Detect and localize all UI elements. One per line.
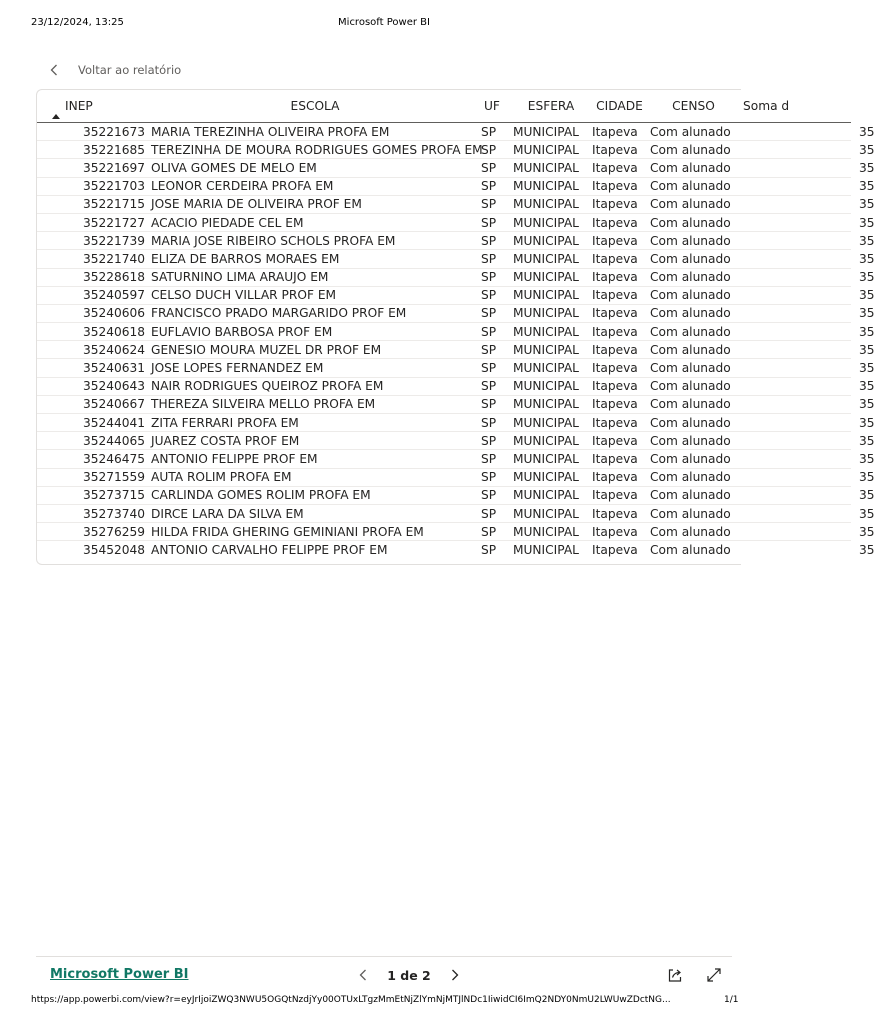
table-row[interactable] xyxy=(37,304,851,322)
cell-esfera: MUNICIPAL xyxy=(510,414,589,432)
chevron-left-icon xyxy=(359,969,367,981)
cell-uf: SP xyxy=(479,432,510,450)
table-row[interactable] xyxy=(37,523,851,541)
column-header-label: Soma d xyxy=(743,99,790,113)
cell-uf: SP xyxy=(479,213,510,231)
cell-cidade: Itapeva xyxy=(589,250,647,268)
column-header-label: UF xyxy=(484,99,500,113)
column-header-uf[interactable] xyxy=(479,90,510,123)
cell-uf: SP xyxy=(479,304,510,322)
share-button[interactable] xyxy=(666,966,684,984)
cell-escola: ZITA FERRARI PROFA EM xyxy=(146,414,479,432)
table-row[interactable] xyxy=(37,195,851,213)
table-row[interactable] xyxy=(37,486,851,504)
cell-escola: TEREZINHA DE MOURA RODRIGUES GOMES PROFA EM xyxy=(146,141,479,159)
cell-soma: 35 xyxy=(737,141,851,159)
cell-uf: SP xyxy=(479,523,510,541)
cell-cidade: Itapeva xyxy=(589,486,647,504)
table-row[interactable] xyxy=(37,123,851,141)
cell-soma: 35 xyxy=(737,486,851,504)
table-row[interactable] xyxy=(37,141,851,159)
cell-soma: 35 xyxy=(737,377,851,395)
page-indicator: 1 de 2 xyxy=(387,967,431,983)
table-scroll-area[interactable] xyxy=(37,90,875,564)
cell-escola: ANTONIO CARVALHO FELIPPE PROF EM xyxy=(151,542,388,557)
cell-inep: 35221727 xyxy=(37,213,146,231)
cell-uf: SP xyxy=(479,504,510,522)
cell-soma: 35 xyxy=(737,250,851,268)
powerbi-brand-link[interactable]: Microsoft Power BI xyxy=(50,967,189,982)
cell-cidade: Itapeva xyxy=(589,395,647,413)
cell-uf: SP xyxy=(479,377,510,395)
cell-esfera: MUNICIPAL xyxy=(510,432,589,450)
cell-censo: Com alunado xyxy=(647,450,737,468)
column-header-label: CENSO xyxy=(672,99,715,113)
cell-cidade: Itapeva xyxy=(592,542,638,557)
cell-escola: DIRCE LARA DA SILVA EM xyxy=(146,504,479,522)
back-to-report-label: Voltar ao relatório xyxy=(78,63,182,77)
cell-censo: Com alunado xyxy=(647,359,737,377)
cell-esfera: MUNICIPAL xyxy=(510,504,589,522)
cell-soma: 35 xyxy=(737,450,851,468)
cell-esfera: MUNICIPAL xyxy=(510,359,589,377)
cell-uf: SP xyxy=(479,141,510,159)
cell-escola: CARLINDA GOMES ROLIM PROFA EM xyxy=(146,486,479,504)
cell-cidade: Itapeva xyxy=(589,450,647,468)
table-row[interactable] xyxy=(37,268,851,286)
cell-censo: Com alunado xyxy=(647,141,737,159)
cell-escola: ELIZA DE BARROS MORAES EM xyxy=(146,250,479,268)
cell-cidade: Itapeva xyxy=(589,213,647,231)
column-header-label: INEP xyxy=(65,99,93,113)
cell-cidade: Itapeva xyxy=(589,268,647,286)
cell-escola: MARIA JOSE RIBEIRO SCHOLS PROFA EM xyxy=(146,232,479,250)
cell-inep: 35273715 xyxy=(37,486,146,504)
cell-uf: SP xyxy=(479,450,510,468)
cell-censo: Com alunado xyxy=(647,286,737,304)
cell-inep: 35273740 xyxy=(37,504,146,522)
table-row[interactable] xyxy=(37,341,851,359)
cell-soma: 35 xyxy=(737,123,851,141)
cell-inep: 35240597 xyxy=(37,286,146,304)
cell-escola: MARIA TEREZINHA OLIVEIRA PROFA EM xyxy=(146,123,479,141)
table-row[interactable] xyxy=(37,159,851,177)
cell-inep: 35452048 xyxy=(82,542,145,557)
cell-censo: Com alunado xyxy=(647,159,737,177)
cell-censo: Com alunado xyxy=(647,377,737,395)
cell-esfera: MUNICIPAL xyxy=(510,232,589,250)
cell-esfera: MUNICIPAL xyxy=(510,159,589,177)
table-row[interactable] xyxy=(37,414,851,432)
column-header-escola[interactable] xyxy=(146,90,479,123)
cell-escola: EUFLAVIO BARBOSA PROF EM xyxy=(146,323,479,341)
cell-inep: 35244065 xyxy=(37,432,146,450)
cell-esfera: MUNICIPAL xyxy=(510,468,589,486)
cell-escola: JOSE LOPES FERNANDEZ EM xyxy=(146,359,479,377)
cell-escola: FRANCISCO PRADO MARGARIDO PROF EM xyxy=(146,304,479,322)
column-header-label: ESCOLA xyxy=(290,99,340,113)
cell-uf: SP xyxy=(479,232,510,250)
cell-escola: GENESIO MOURA MUZEL DR PROF EM xyxy=(146,341,479,359)
expand-icon xyxy=(705,966,723,984)
cell-escola: AUTA ROLIM PROFA EM xyxy=(146,468,479,486)
table-row[interactable] xyxy=(37,541,851,559)
cell-cidade: Itapeva xyxy=(589,377,647,395)
cell-inep: 35240606 xyxy=(37,304,146,322)
cell-cidade: Itapeva xyxy=(589,141,647,159)
cell-soma: 35 xyxy=(737,286,851,304)
table-visual xyxy=(36,89,875,565)
cell-soma: 35 xyxy=(737,468,851,486)
chevron-right-icon xyxy=(451,969,459,981)
cell-censo: Com alunado xyxy=(647,232,737,250)
cell-esfera: MUNICIPAL xyxy=(510,395,589,413)
cell-soma: 35 xyxy=(737,195,851,213)
cell-escola: ANTONIO FELIPPE PROF EM xyxy=(146,450,479,468)
cell-soma: 35 xyxy=(737,395,851,413)
cell-inep: 35246475 xyxy=(37,450,146,468)
fullscreen-button[interactable] xyxy=(705,966,723,984)
cell-uf: SP xyxy=(479,468,510,486)
print-datetime: 23/12/2024, 13:25 xyxy=(31,17,124,28)
cell-esfera: MUNICIPAL xyxy=(510,213,589,231)
cell-censo: Com alunado xyxy=(647,523,737,541)
cell-cidade: Itapeva xyxy=(589,468,647,486)
cell-soma: 35 xyxy=(737,159,851,177)
cell-censo: Com alunado xyxy=(650,542,731,557)
cell-esfera: MUNICIPAL xyxy=(510,268,589,286)
cell-escola: LEONOR CERDEIRA PROFA EM xyxy=(146,177,479,195)
table-row[interactable] xyxy=(37,377,851,395)
cell-soma: 35 xyxy=(737,304,851,322)
cell-soma: 35 xyxy=(737,523,851,541)
cell-esfera: MUNICIPAL xyxy=(510,141,589,159)
cell-esfera: MUNICIPAL xyxy=(510,286,589,304)
cell-uf: SP xyxy=(479,268,510,286)
cell-censo: Com alunado xyxy=(647,341,737,359)
cell-inep: 35244041 xyxy=(37,414,146,432)
cell-cidade: Itapeva xyxy=(589,177,647,195)
table-row[interactable] xyxy=(37,450,851,468)
cell-esfera: MUNICIPAL xyxy=(510,323,589,341)
cell-cidade: Itapeva xyxy=(589,504,647,522)
table-body xyxy=(37,123,875,559)
table-row[interactable] xyxy=(37,286,851,304)
cell-inep: 35240624 xyxy=(37,341,146,359)
cell-esfera: MUNICIPAL xyxy=(510,304,589,322)
cell-soma: 35 xyxy=(737,504,851,522)
previous-page-button[interactable] xyxy=(354,966,372,984)
column-header-label: CIDADE xyxy=(596,99,643,113)
cell-escola: NAIR RODRIGUES QUEIROZ PROFA EM xyxy=(146,377,479,395)
cell-soma: 35 xyxy=(859,542,875,557)
cell-esfera: MUNICIPAL xyxy=(510,523,589,541)
table-row[interactable] xyxy=(37,323,851,341)
cell-censo: Com alunado xyxy=(647,213,737,231)
cell-escola: OLIVA GOMES DE MELO EM xyxy=(146,159,479,177)
cell-cidade: Itapeva xyxy=(589,304,647,322)
column-header-inep[interactable] xyxy=(37,90,146,123)
table-row[interactable] xyxy=(37,177,851,195)
print-header xyxy=(31,17,737,31)
cell-esfera: MUNICIPAL xyxy=(510,177,589,195)
cell-soma: 35 xyxy=(737,268,851,286)
cell-soma: 35 xyxy=(737,432,851,450)
column-header-cidade[interactable] xyxy=(589,90,647,123)
cell-esfera: MUNICIPAL xyxy=(510,341,589,359)
cell-cidade: Itapeva xyxy=(589,195,647,213)
cell-escola: JOSE MARIA DE OLIVEIRA PROF EM xyxy=(146,195,479,213)
cell-uf: SP xyxy=(479,250,510,268)
cell-escola: THEREZA SILVEIRA MELLO PROFA EM xyxy=(146,395,479,413)
cell-uf: SP xyxy=(479,177,510,195)
cell-uf: SP xyxy=(479,159,510,177)
cell-soma: 35 xyxy=(737,177,851,195)
next-page-button[interactable] xyxy=(446,966,464,984)
cell-soma: 35 xyxy=(737,359,851,377)
table-row[interactable] xyxy=(37,504,851,522)
page-navigator xyxy=(354,966,464,984)
cell-escola: JUAREZ COSTA PROF EM xyxy=(146,432,479,450)
cell-escola: CELSO DUCH VILLAR PROF EM xyxy=(146,286,479,304)
cell-cidade: Itapeva xyxy=(589,523,647,541)
cell-censo: Com alunado xyxy=(647,432,737,450)
cell-cidade: Itapeva xyxy=(589,341,647,359)
cell-esfera: MUNICIPAL xyxy=(510,123,589,141)
cell-censo: Com alunado xyxy=(647,123,737,141)
cell-cidade: Itapeva xyxy=(589,323,647,341)
cell-uf: SP xyxy=(479,123,510,141)
cell-esfera: MUNICIPAL xyxy=(510,450,589,468)
cell-uf: SP xyxy=(479,395,510,413)
cell-uf: SP xyxy=(479,195,510,213)
table-row[interactable] xyxy=(37,359,851,377)
cell-censo: Com alunado xyxy=(647,268,737,286)
column-header-soma[interactable] xyxy=(737,90,851,123)
chevron-left-icon xyxy=(50,63,62,77)
cell-inep: 35228618 xyxy=(37,268,146,286)
column-header-censo[interactable] xyxy=(647,90,737,123)
column-header-label: ESFERA xyxy=(527,99,575,113)
cell-censo: Com alunado xyxy=(647,195,737,213)
cell-inep: 35271559 xyxy=(37,468,146,486)
table-header-row xyxy=(37,90,851,123)
cell-inep: 35221685 xyxy=(37,141,146,159)
cell-inep: 35276259 xyxy=(37,523,146,541)
cell-cidade: Itapeva xyxy=(589,359,647,377)
cell-cidade: Itapeva xyxy=(589,414,647,432)
cell-cidade: Itapeva xyxy=(589,286,647,304)
schools-table xyxy=(37,90,875,559)
cell-uf: SP xyxy=(479,341,510,359)
cell-cidade: Itapeva xyxy=(589,159,647,177)
footer-divider xyxy=(36,956,732,957)
cell-uf: SP xyxy=(479,359,510,377)
cell-esfera: MUNICIPAL xyxy=(513,542,579,557)
cell-uf: SP xyxy=(479,486,510,504)
sort-ascending-icon xyxy=(52,114,60,119)
cell-inep: 35221739 xyxy=(37,232,146,250)
table-row[interactable] xyxy=(37,232,851,250)
cell-inep: 35221740 xyxy=(37,250,146,268)
cell-uf: SP xyxy=(479,414,510,432)
cell-censo: Com alunado xyxy=(647,395,737,413)
cell-censo: Com alunado xyxy=(647,414,737,432)
cell-censo: Com alunado xyxy=(647,177,737,195)
cell-soma: 35 xyxy=(737,341,851,359)
cell-inep: 35240618 xyxy=(37,323,146,341)
cell-cidade: Itapeva xyxy=(589,123,647,141)
cell-censo: Com alunado xyxy=(647,504,737,522)
print-url: https://app.powerbi.com/view?r=eyJrIjoiZWQ3NWU5OGQtNzdjYy00OTUxLTgzMmEtNjZlYmNjMTJlNDc1IiwidCI6ImQ2NDY0NmU2LWUwZDctNG... xyxy=(31,995,671,1005)
cell-escola: ACACIO PIEDADE CEL EM xyxy=(146,213,479,231)
print-title: Microsoft Power BI xyxy=(338,17,430,28)
cell-esfera: MUNICIPAL xyxy=(510,195,589,213)
back-to-report-link[interactable] xyxy=(50,63,181,77)
cell-inep: 35221715 xyxy=(37,195,146,213)
cell-uf: SP xyxy=(479,286,510,304)
cell-uf: SP xyxy=(481,542,497,557)
cell-inep: 35221697 xyxy=(37,159,146,177)
cell-censo: Com alunado xyxy=(647,468,737,486)
cell-esfera: MUNICIPAL xyxy=(510,250,589,268)
table-row[interactable] xyxy=(37,468,851,486)
cell-inep: 35221703 xyxy=(37,177,146,195)
cell-inep: 35240643 xyxy=(37,377,146,395)
column-header-esfera[interactable] xyxy=(510,90,589,123)
cell-censo: Com alunado xyxy=(647,304,737,322)
cell-uf: SP xyxy=(479,323,510,341)
cell-inep: 35240631 xyxy=(37,359,146,377)
table-row[interactable] xyxy=(37,395,851,413)
cell-soma: 35 xyxy=(737,323,851,341)
cell-censo: Com alunado xyxy=(647,250,737,268)
cell-censo: Com alunado xyxy=(647,486,737,504)
table-row[interactable] xyxy=(37,213,851,231)
print-page-number: 1/1 xyxy=(724,995,739,1005)
cell-soma: 35 xyxy=(737,414,851,432)
table-row[interactable] xyxy=(37,250,851,268)
cell-cidade: Itapeva xyxy=(589,432,647,450)
cell-escola: HILDA FRIDA GHERING GEMINIANI PROFA EM xyxy=(146,523,479,541)
table-row[interactable] xyxy=(37,432,851,450)
cell-inep: 35240667 xyxy=(37,395,146,413)
cell-esfera: MUNICIPAL xyxy=(510,377,589,395)
cell-escola: SATURNINO LIMA ARAUJO EM xyxy=(146,268,479,286)
cell-cidade: Itapeva xyxy=(589,232,647,250)
cell-soma: 35 xyxy=(737,213,851,231)
cell-soma: 35 xyxy=(737,232,851,250)
cell-esfera: MUNICIPAL xyxy=(510,486,589,504)
cell-censo: Com alunado xyxy=(647,323,737,341)
share-icon xyxy=(666,966,684,984)
cell-inep: 35221673 xyxy=(37,123,146,141)
